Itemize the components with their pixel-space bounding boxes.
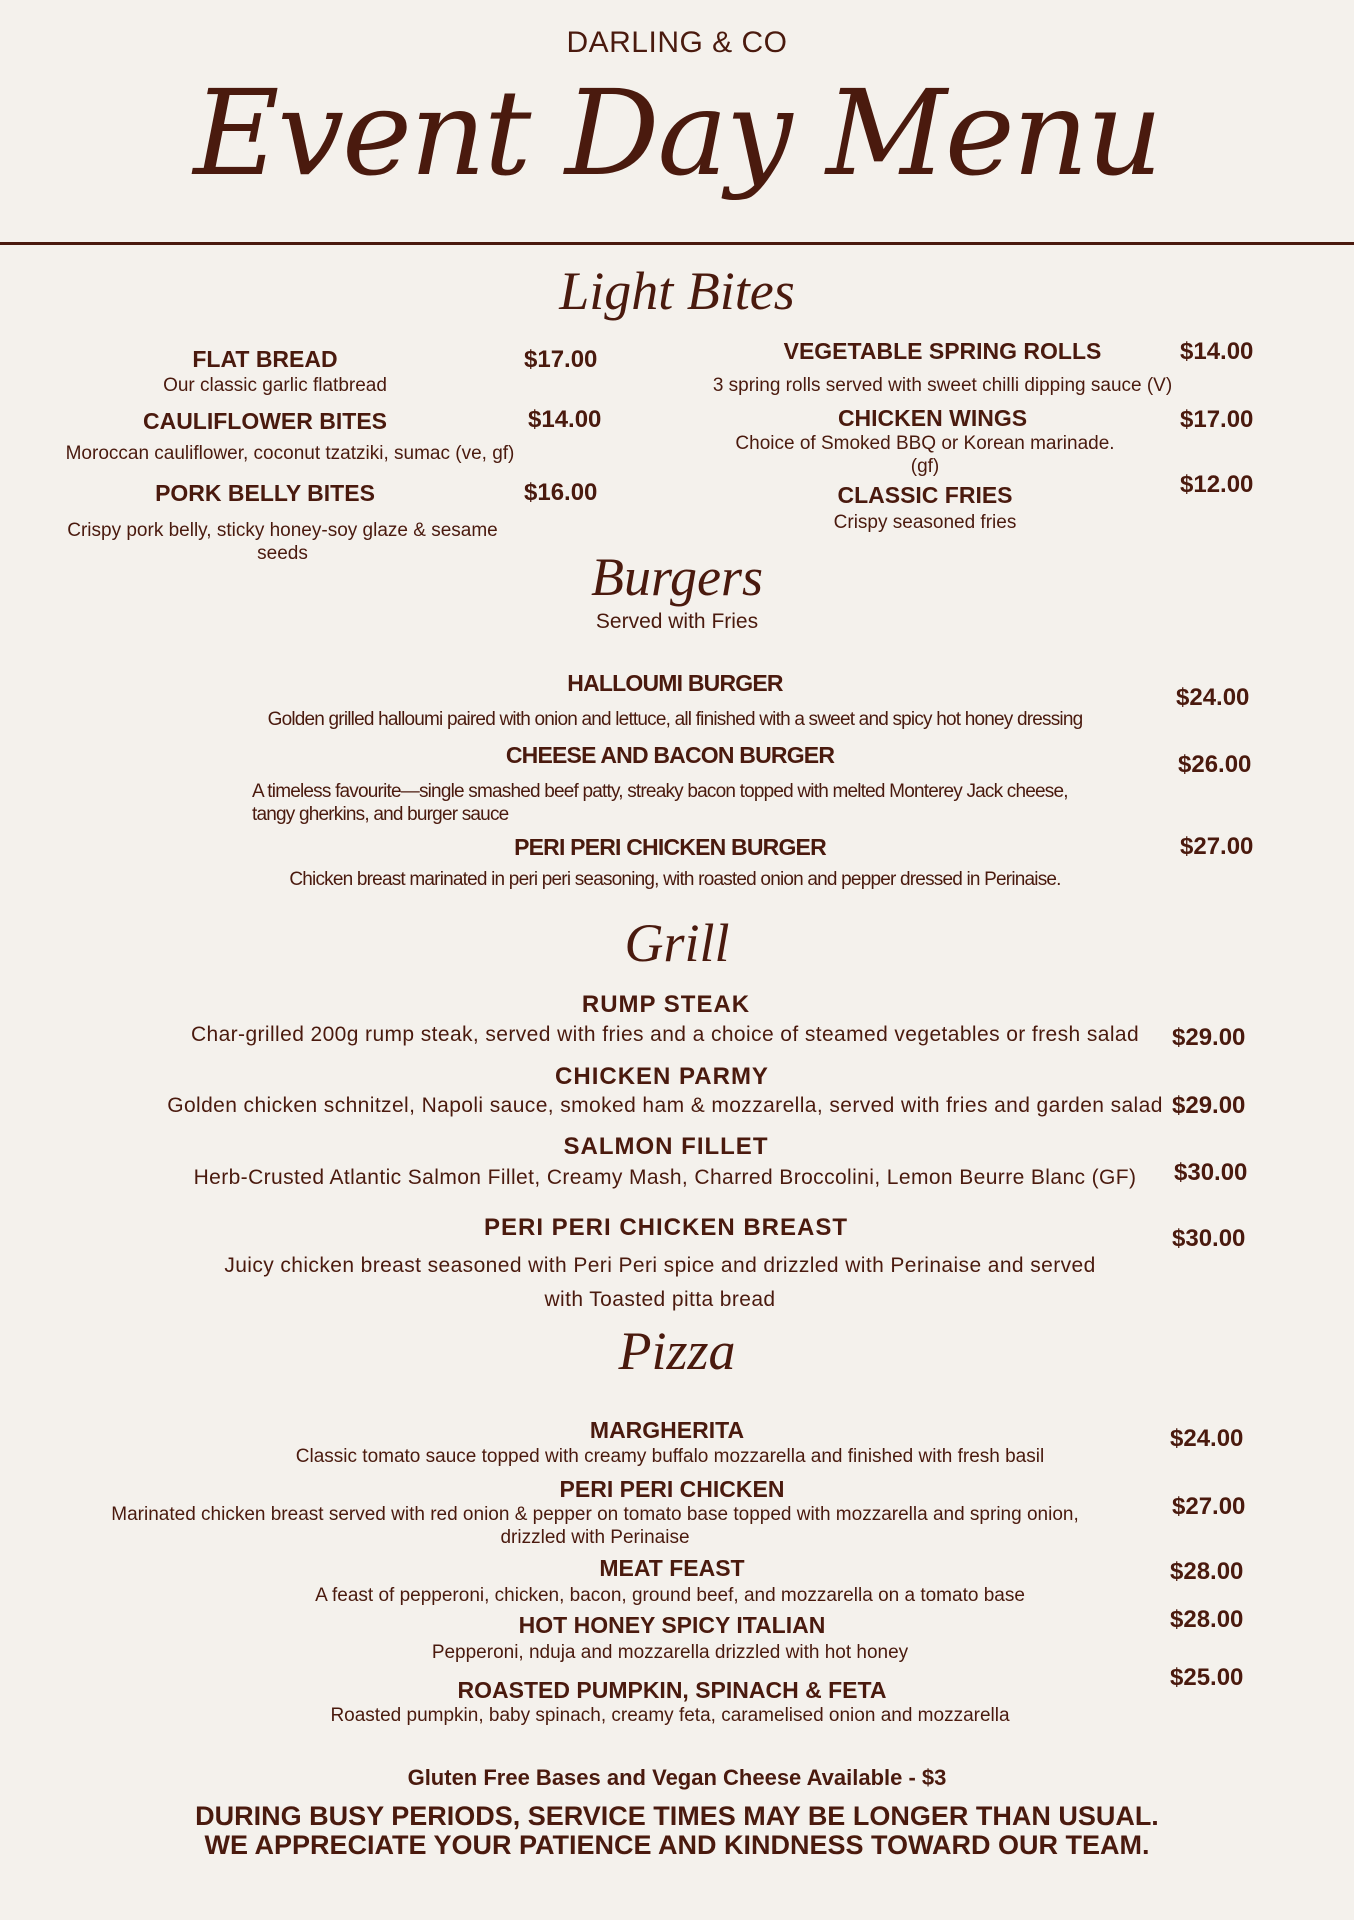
brand-name: DARLING & CO xyxy=(566,26,788,59)
menu-item-description: Roasted pumpkin, baby spinach, creamy feta, caramelised onion and mozzarella xyxy=(330,1705,1010,1726)
menu-item-price: $27.00 xyxy=(1172,1493,1246,1520)
menu-item-name: CHEESE AND BACON BURGER xyxy=(505,742,835,768)
menu-item-description: Juicy chicken breast seasoned with Peri Peri spice and drizzled with Perinaise and served with Toasted pitta bread xyxy=(224,1254,1096,1311)
menu-item-name: HALLOUMI BURGER xyxy=(567,670,783,696)
menu-item-description: Classic tomato sauce topped with creamy buffalo mozzarella and finished with fresh basil xyxy=(295,1446,1045,1467)
menu-item-description: Crispy seasoned fries xyxy=(833,512,1017,533)
menu-item-name: VEGETABLE SPRING ROLLS xyxy=(783,338,1102,364)
light-bites-heading: Light Bites xyxy=(559,261,795,321)
menu-item-name: ROASTED PUMPKIN, SPINACH & FETA xyxy=(457,1677,887,1703)
menu-item-name: MEAT FEAST xyxy=(599,1555,745,1581)
menu-item-name: CLASSIC FRIES xyxy=(837,482,1013,508)
service-warning-line-2: WE APPRECIATE YOUR PATIENCE AND KINDNESS TOWARD OUR TEAM. xyxy=(204,1830,1150,1860)
dietary-note: Gluten Free Bases and Vegan Cheese Available - $3 xyxy=(407,1765,947,1790)
menu-item-price: $25.00 xyxy=(1170,1664,1244,1691)
service-warning-line-1: DURING BUSY PERIODS, SERVICE TIMES MAY BE LONGER THAN USUAL. xyxy=(195,1801,1159,1831)
burgers-heading: Burgers xyxy=(591,547,763,607)
menu-item-price: $17.00 xyxy=(524,346,598,373)
menu-item-name: PERI PERI CHICKEN BREAST xyxy=(483,1214,849,1241)
menu-item-name: MARGHERITA xyxy=(589,1417,745,1443)
menu-item-price: $14.00 xyxy=(1180,338,1254,365)
menu-item-description: Crispy pork belly, sticky honey-soy glaze & sesame seeds xyxy=(67,520,498,564)
menu-item-price: $26.00 xyxy=(1178,751,1252,778)
menu-item-name: FLAT BREAD xyxy=(192,346,338,372)
burgers-subheading: Served with Fries xyxy=(595,610,759,633)
menu-item-name: PERI PERI CHICKEN BURGER xyxy=(514,834,826,860)
menu-item-description: A timeless favourite—single smashed beef patty, streaky bacon topped with melted Monterey Jack cheese, tangy gherkins, and burger sauce xyxy=(252,781,1068,825)
menu-item-price: $14.00 xyxy=(528,406,602,433)
menu-item-price: $12.00 xyxy=(1180,471,1254,498)
menu-item-name: CHICKEN WINGS xyxy=(837,405,1028,431)
menu-item-name: PORK BELLY BITES xyxy=(155,480,375,506)
header-divider xyxy=(0,242,1354,245)
menu-item-price: $17.00 xyxy=(1180,406,1254,433)
menu-item-description: Choice of Smoked BBQ or Korean marinade. (gf) xyxy=(735,433,1115,477)
grill-heading: Grill xyxy=(624,913,730,973)
menu-item-price: $27.00 xyxy=(1180,833,1254,860)
menu-item-price: $29.00 xyxy=(1172,1092,1246,1119)
menu-item-description: Chicken breast marinated in peri peri seasoning, with roasted onion and pepper dressed in Perinaise. xyxy=(289,869,1061,890)
pizza-heading: Pizza xyxy=(618,1321,736,1381)
menu-item-price: $28.00 xyxy=(1170,1606,1244,1633)
menu-item-description: Marinated chicken breast served with red onion & pepper on tomato base topped with mozzarella and spring onion, drizzled with Perinaise xyxy=(111,1504,1079,1548)
menu-item-name: CHICKEN PARMY xyxy=(555,1063,769,1090)
menu-item-price: $30.00 xyxy=(1174,1159,1248,1186)
menu-item-description: Pepperoni, nduja and mozzarella drizzled with hot honey xyxy=(431,1642,909,1663)
menu-item-name: HOT HONEY SPICY ITALIAN xyxy=(518,1612,826,1638)
menu-item-price: $16.00 xyxy=(524,479,598,506)
menu-item-price: $24.00 xyxy=(1170,1425,1244,1452)
menu-item-name: RUMP STEAK xyxy=(581,991,751,1018)
menu-item-description: Moroccan cauliflower, coconut tzatziki, sumac (ve, gf) xyxy=(65,443,515,464)
menu-title: Event Day Menu xyxy=(193,64,1161,202)
menu-item-description: Our classic garlic flatbread xyxy=(163,375,387,396)
menu-item-description: Herb-Crusted Atlantic Salmon Fillet, Creamy Mash, Charred Broccolini, Lemon Beurre Blanc (GF) xyxy=(193,1166,1137,1189)
menu-item-description: Char-grilled 200g rump steak, served with fries and a choice of steamed vegetables or fresh salad xyxy=(190,1023,1140,1046)
menu-item-description: Golden chicken schnitzel, Napoli sauce, smoked ham & mozzarella, served with fries and garden salad xyxy=(167,1094,1163,1117)
menu-item-description: A feast of pepperoni, chicken, bacon, ground beef, and mozzarella on a tomato base xyxy=(315,1585,1025,1606)
menu-item-description: Golden grilled halloumi paired with onion and lettuce, all finished with a sweet and spicy hot honey dressing xyxy=(267,709,1083,730)
menu-item-description: 3 spring rolls served with sweet chilli dipping sauce (V) xyxy=(712,375,1173,396)
menu-item-name: CAULIFLOWER BITES xyxy=(142,408,388,434)
menu-item-name: SALMON FILLET xyxy=(563,1133,769,1160)
menu-item-name: PERI PERI CHICKEN xyxy=(559,1476,785,1502)
menu-item-price: $24.00 xyxy=(1176,684,1250,711)
menu-item-price: $29.00 xyxy=(1172,1024,1246,1051)
menu-item-price: $28.00 xyxy=(1170,1558,1244,1585)
menu-item-price: $30.00 xyxy=(1172,1225,1246,1252)
